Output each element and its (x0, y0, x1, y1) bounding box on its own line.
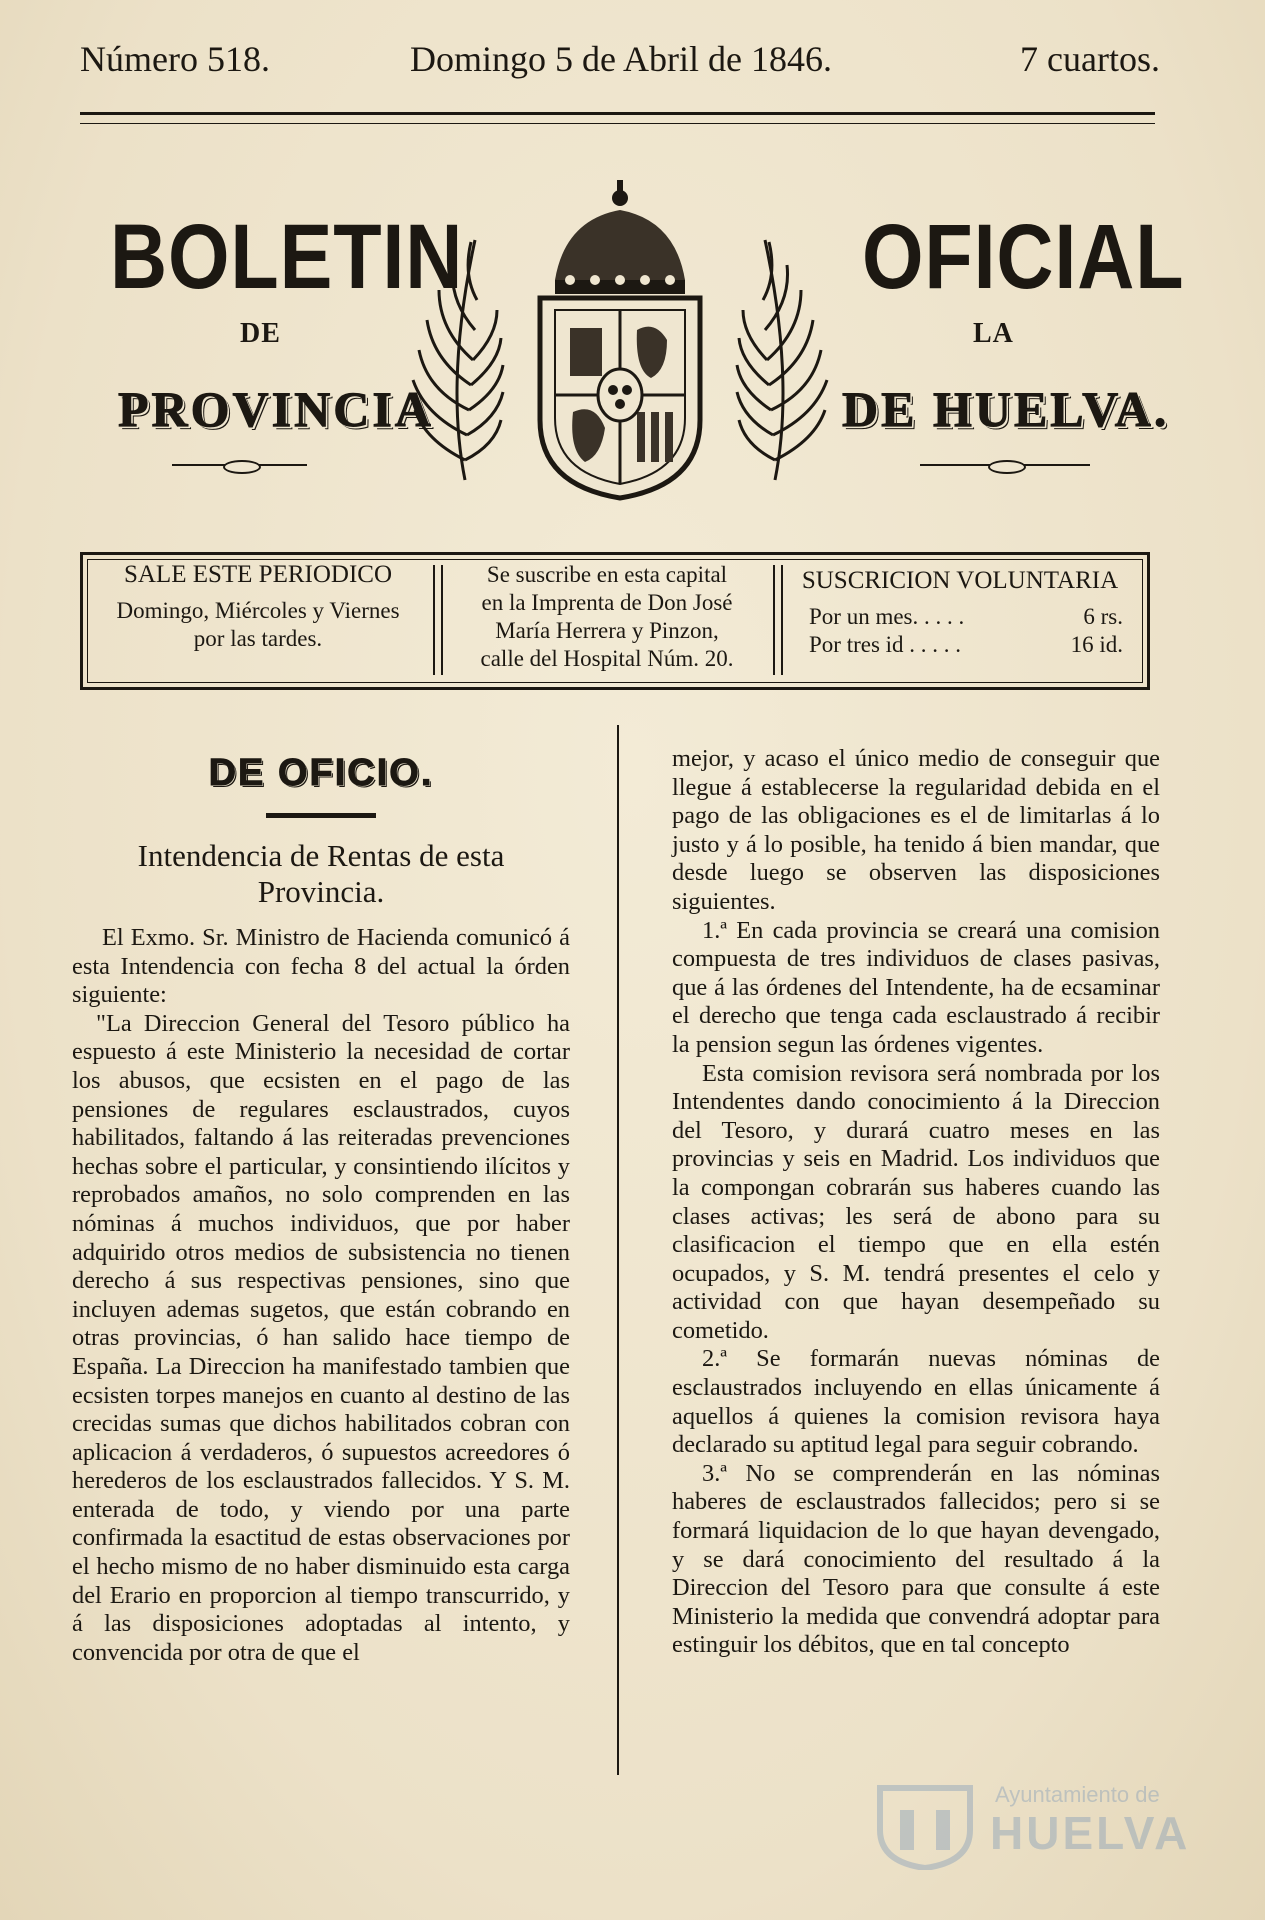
right-column (672, 745, 1160, 1660)
schedule-time: por las tardes. (193, 626, 323, 651)
masthead-oficial: OFICIAL (862, 206, 1185, 308)
issue-number: Número 518. (80, 39, 270, 79)
article-paragraph: 2.ª Se formarán nuevas nóminas de esclaustrados incluyendo en ellas únicamente á aquellos á quienes la comision revisora haya declarado su aptitud legal para seguir cobrando. (672, 1345, 1160, 1459)
subscription-box (80, 552, 1150, 690)
masthead-provincia: PROVINCIA (118, 381, 434, 437)
column-divider (617, 725, 619, 1775)
schedule-heading: SALE ESTE PERIODICO (123, 561, 393, 588)
city-shield-icon (870, 1780, 980, 1870)
box-separator (773, 565, 783, 675)
article-paragraph: 3.ª No se comprenderán en las nóminas haberes de esclaustrados fallecidos; pero si se formará liquidacion de lo que hayan devengado, y se dará conocimiento del resultado á la Direccion del Tesoro para que consulte á este Ministerio la medida que convendrá adoptar para estinguir los débitos, que en tal concepto (672, 1459, 1160, 1659)
article-paragraph: 1.ª En cada provincia se creará una comision compuesta de tres individuos de clases pasivas, que á las órdenes del Intendente, ha de ecsaminar el derecho que tenga cada esclaustrado á recibir la pension segun las órdenes vigentes. (672, 916, 1160, 1058)
box-separator (433, 565, 443, 675)
address-line: en la Imprenta de Don José (481, 590, 733, 615)
ornament-right (920, 464, 1090, 466)
rate-label: Por tres id . . . . . (809, 632, 962, 657)
issue-header (80, 38, 1160, 88)
royal-coat-of-arms-icon (405, 180, 835, 505)
masthead-de-huelva: DE HUELVA. (842, 381, 1170, 437)
left-column (72, 742, 570, 1667)
article-paragraph: Esta comision revisora será nombrada por los Intendentes dando conocimiento á la Direccion del Tesoro, y durará cuatro meses en las provincias y seis en Madrid. Los individuos que la compongan cobrarán sus haberes cuando las clases activas; les será de abono para su clasificacion el tiempo que en ella estén ocupados, y S. M. tendrá presentes el celo y actividad con que hayan desempeñado su cometido. (672, 1059, 1160, 1344)
article-title: Intendencia de Rentas de esta Provincia. (137, 838, 505, 909)
rate-row (785, 603, 1135, 631)
masthead-de: DE (240, 318, 281, 349)
publication-schedule (87, 561, 429, 653)
watermark-line1: Ayuntamiento de (995, 1782, 1160, 1807)
rates-heading: SUSCRICION VOLUNTARIA (801, 567, 1119, 594)
rate-value: 6 rs. (1083, 604, 1123, 629)
rate-label: Por un mes. . . . . (809, 604, 965, 629)
subscription-address (445, 561, 769, 673)
rate-value: 16 id. (1070, 632, 1123, 657)
rate-row (785, 631, 1135, 659)
header-rule (80, 112, 1155, 124)
address-line: María Herrera y Pinzon, (495, 618, 719, 643)
address-line: calle del Hospital Núm. 20. (480, 646, 734, 671)
ornament-left (172, 464, 307, 466)
subscription-rates (785, 561, 1135, 659)
address-line: Se suscribe en esta capital (486, 562, 728, 587)
issue-price: 7 cuartos. (1020, 39, 1160, 79)
article-paragraph: "La Direccion General del Tesoro público ha espuesto á este Ministerio la necesidad de cortar los abusos, que ecsisten en el pago de las pensiones de regulares esclaustrados, cuyos habilitados, faltando á las reiteradas prevenciones hechas sobre el particular, y consintiendo ilícitos y reprobados amaños, no solo comprenden en las nóminas á muchos individuos, que por haber adquirido otros medios de subsistencia no tienen derecho á sus respectivas pensiones, sino que incluyen ademas sugetos, que están cobrando en otras provincias, ó han salido hace tiempo de España. La Direccion ha manifestado tambien que ecsisten torpes manejos en cuanto al destino de las crecidas sumas que dichos habilitados cobran con aplicacion á verdaderos, ó supuestos acreedores ó herederos de los esclaustrados fallecidos. Y S. M. enterada de todo, y viendo por una parte confirmada la esactitud de estas observaciones por el hecho mismo de no haber disminuido esta carga del Erario en proporcion al tiempo transcurrido, y á las disposiciones adoptadas al intento, y convencida por otra de que el (72, 1009, 570, 1666)
article-paragraph: mejor, y acaso el único medio de conseguir que llegue á establecerse la regularidad debida en el pago de las obligaciones es el de limitarlas á lo justo y á lo posible, ha tenido á bien mandar, que desde luego se observen las disposiciones siguientes. (672, 745, 1160, 915)
masthead-la: LA (973, 318, 1014, 349)
section-heading: DE OFICIO. (208, 752, 434, 794)
schedule-days: Domingo, Miércoles y Viernes (116, 598, 400, 623)
watermark-line2: HUELVA (990, 1807, 1191, 1859)
article-paragraph: El Exmo. Sr. Ministro de Hacienda comunicó á esta Intendencia con fecha 8 del actual la órden siguiente: (72, 924, 570, 1009)
archive-watermark (870, 1780, 1190, 1870)
section-rule (266, 813, 376, 818)
masthead-boletin: BOLETIN (110, 206, 464, 308)
issue-date: Domingo 5 de Abril de 1846. (410, 39, 832, 79)
